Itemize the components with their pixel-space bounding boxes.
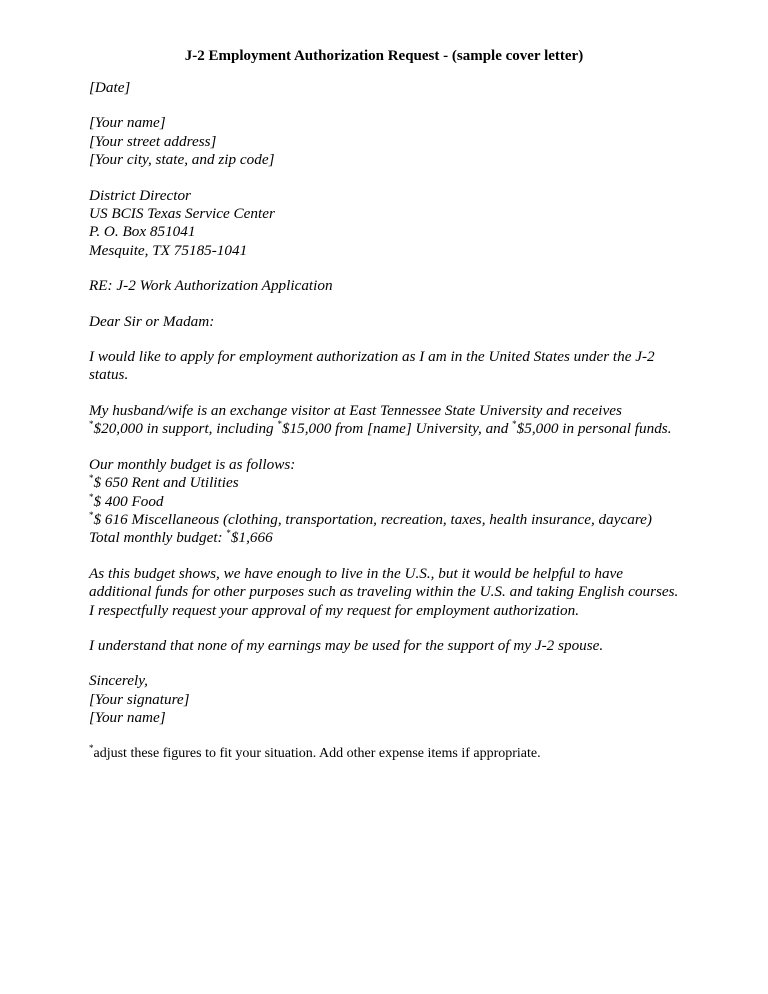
recipient-box: P. O. Box 851041 <box>89 223 196 241</box>
asterisk-mark: * <box>89 491 94 502</box>
budget-item-misc <box>89 511 689 529</box>
support-amount-total: $20,000 in support, including <box>93 420 278 438</box>
date-block <box>89 79 689 97</box>
budget-total-label: Total monthly budget: <box>89 529 227 547</box>
sender-city: [Your city, state, and zip code] <box>89 151 275 169</box>
asterisk-mark: * <box>89 509 94 520</box>
sender-street: [Your street address] <box>89 132 217 150</box>
budget-total <box>89 529 689 547</box>
asterisk-mark: * <box>89 742 94 753</box>
asterisk-mark: * <box>277 419 282 430</box>
recipient-address <box>89 187 689 261</box>
budget-misc-text: $ 616 Miscellaneous (clothing, transportation, recreation, taxes, health insurance, daycare) <box>93 510 652 528</box>
budget-item-food <box>89 493 689 511</box>
closing-sincerely: Sincerely, <box>89 672 148 690</box>
sender-address <box>89 114 689 169</box>
footnote-line <box>89 742 689 763</box>
letter-body <box>89 79 689 780</box>
understanding-line: I understand that none of my earnings may be used for the support of my J-2 spouse. <box>89 636 604 654</box>
request-paragraph <box>89 565 689 620</box>
recipient-title: District Director <box>89 186 191 204</box>
support-line-1: My husband/wife is an exchange visitor at East Tennessee State University and receives <box>89 401 622 419</box>
support-amount-university: $15,000 from [name] University, and <box>281 420 513 438</box>
asterisk-mark: * <box>89 473 94 484</box>
sender-name: [Your name] <box>89 114 166 132</box>
asterisk-mark: * <box>89 419 94 430</box>
date-line: [Date] <box>89 79 131 96</box>
recipient-office: US BCIS Texas Service Center <box>89 205 275 223</box>
budget-total-value: $1,666 <box>230 529 273 547</box>
support-line-2 <box>89 420 689 438</box>
request-line-1: As this budget shows, we have enough to live in the U.S., but it would be helpful to have <box>89 564 624 582</box>
recipient-city: Mesquite, TX 75185-1041 <box>89 241 248 259</box>
salutation-block <box>89 313 689 331</box>
footnote-text: adjust these figures to fit your situation. Add other expense items if appropriate. <box>93 745 541 761</box>
subject-line: RE: J-2 Work Authorization Application <box>89 277 333 295</box>
intro-line-2: status. <box>89 366 129 384</box>
intro-paragraph <box>89 348 689 385</box>
intro-line-1: I would like to apply for employment authorization as I am in the United States under the J-2 <box>89 348 655 366</box>
budget-rent-text: $ 650 Rent and Utilities <box>93 474 239 492</box>
document-title: J-2 Employment Authorization Request - (sample cover letter) <box>184 48 584 64</box>
closing-block <box>89 672 689 727</box>
request-line-2: additional funds for other purposes such as traveling within the U.S. and taking English courses. <box>89 583 679 601</box>
budget-food-text: $ 400 Food <box>93 492 164 510</box>
footnote <box>89 742 689 763</box>
asterisk-mark: * <box>512 419 517 430</box>
budget-heading: Our monthly budget is as follows: <box>89 455 296 473</box>
request-line-3: I respectfully request your approval of my request for employment authorization. <box>89 601 579 619</box>
salutation: Dear Sir or Madam: <box>89 312 215 330</box>
subject-line-block <box>89 277 689 295</box>
closing-name: [Your name] <box>89 709 166 727</box>
understanding-paragraph <box>89 637 689 655</box>
budget-paragraph <box>89 456 689 548</box>
asterisk-mark: * <box>226 528 231 539</box>
support-amount-personal: $5,000 in personal funds. <box>516 420 672 438</box>
closing-signature: [Your signature] <box>89 690 190 708</box>
budget-item-rent <box>89 474 689 492</box>
support-paragraph <box>89 402 689 439</box>
